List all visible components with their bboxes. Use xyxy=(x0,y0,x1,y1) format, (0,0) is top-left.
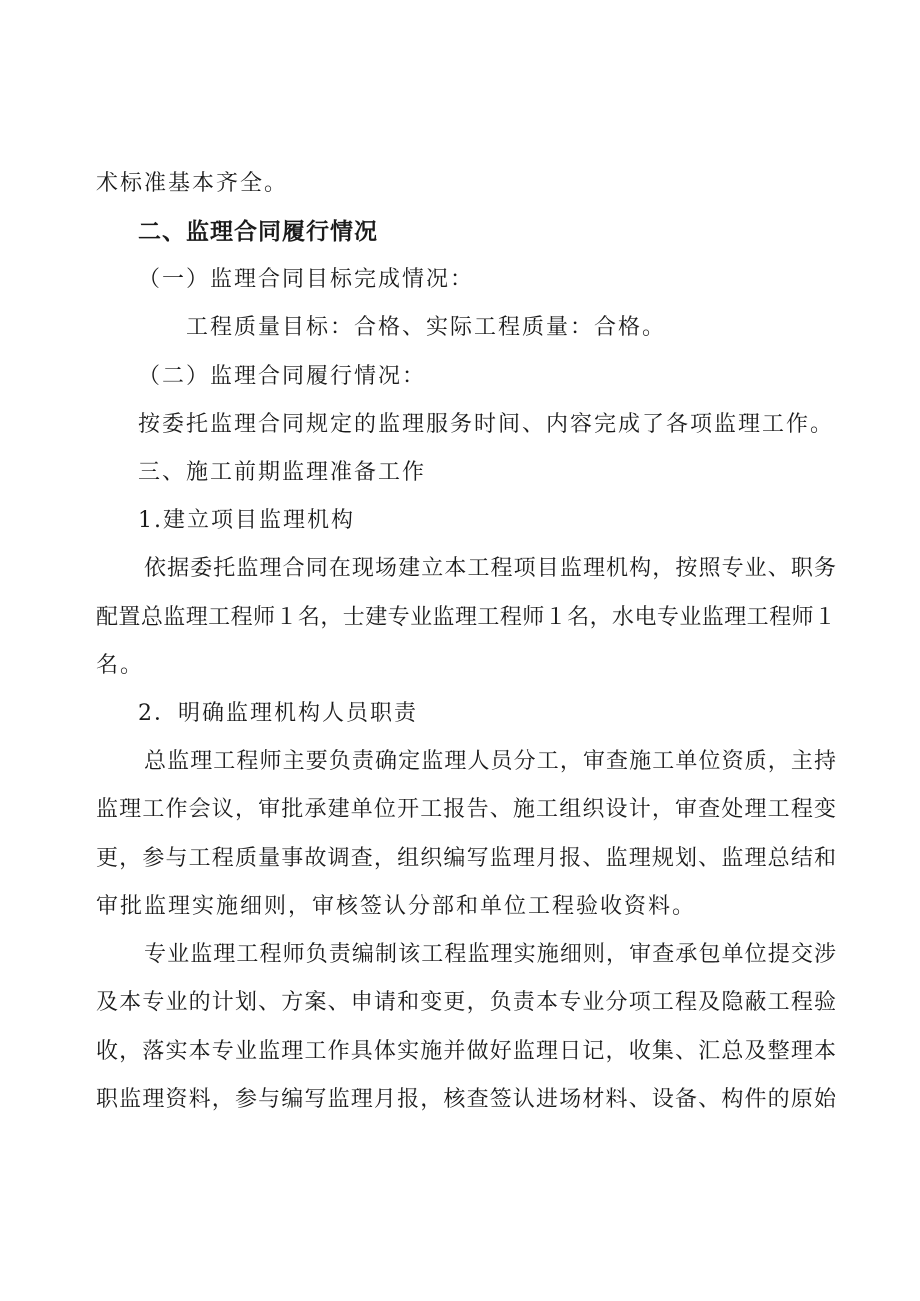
paragraph-1-line-3: 名。 xyxy=(96,653,145,678)
subsection-heading-2: （二）监理合同履行情况： xyxy=(138,364,427,389)
paragraph-continuation: 术标准基本齐全。 xyxy=(96,171,289,196)
item-heading-2: 2．明确监理机构人员职责 xyxy=(138,701,418,726)
subsection-heading-1: （一）监理合同目标完成情况： xyxy=(138,267,475,292)
section-heading-3: 三、施工前期监理准备工作 xyxy=(138,460,427,485)
section-heading-2: 二、监理合同履行情况 xyxy=(138,219,378,245)
paragraph-2-line-1: 总监理工程师主要负责确定监理人员分工，审查施工单位资质，主持 xyxy=(144,749,836,774)
paragraph-1-line-1: 依据委托监理合同在现场建立本工程项目监理机构，按照专业、职务 xyxy=(144,556,836,581)
paragraph-3-line-1: 专业监理工程师负责编制该工程监理实施细则，审查承包单位提交涉 xyxy=(144,942,836,967)
paragraph-2-line-2: 监理工作会议，审批承建单位开工报告、施工组织设计，审查处理工程变 xyxy=(96,797,836,822)
subsection-2-body: 按委托监理合同规定的监理服务时间、内容完成了各项监理工作。 xyxy=(138,412,835,437)
paragraph-2-line-3: 更，参与工程质量事故调查，组织编写监理月报、监理规划、监理总结和 xyxy=(96,846,836,871)
paragraph-1-line-2: 配置总监理工程师１名，士建专业监理工程师１名，水电专业监理工程师１ xyxy=(96,605,836,630)
paragraph-3-line-4: 职监理资料，参与编写监理月报，核查签认进场材料、设备、构件的原始 xyxy=(96,1087,836,1112)
item-heading-1: 1.建立项目监理机构 xyxy=(138,508,355,533)
paragraph-3-line-2: 及本专业的计划、方案、申请和变更，负责本专业分项工程及隐蔽工程验 xyxy=(96,990,836,1015)
paragraph-2-line-4: 审批监理实施细则，审核签认分部和单位工程验收资料。 xyxy=(96,894,697,919)
subsection-1-body: 工程质量目标：合格、实际工程质量：合格。 xyxy=(186,315,667,340)
paragraph-3-line-3: 收，落实本专业监理工作具体实施并做好监理日记，收集、汇总及整理本 xyxy=(96,1039,836,1064)
